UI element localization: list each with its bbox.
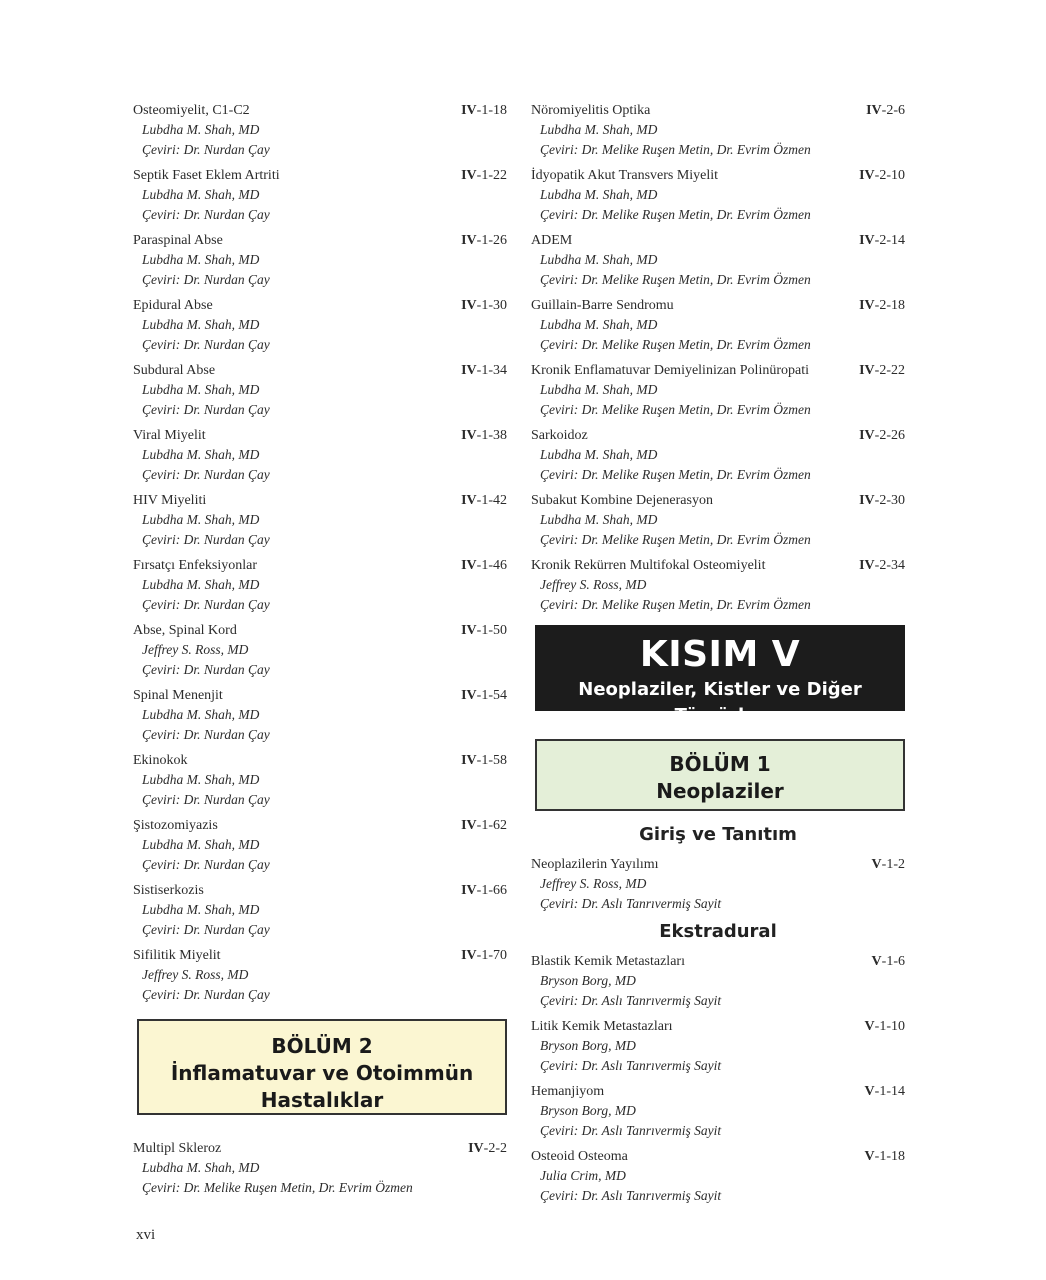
toc-entry[interactable] [133,816,507,875]
entry-page-number [461,231,507,250]
entry-title-row [531,361,905,380]
toc-entry[interactable] [531,426,905,485]
entry-title-row [531,556,905,575]
entry-translator: Çeviri: Dr. Melike Ruşen Metin, Dr. Evrim Özmen [540,402,811,417]
toc-entry[interactable] [531,952,905,1011]
entry-author: Lubdha M. Shah, MD [142,902,260,917]
section-box-line1: BÖLÜM 1 [669,752,771,776]
subsection-1-entries [531,855,905,914]
entry-title: Fırsatçı Enfeksiyonlar [133,558,258,573]
entry-page-number [859,361,905,380]
entry-translator: Çeviri: Dr. Nurdan Çay [142,727,270,742]
entry-author: Lubdha M. Shah, MD [540,122,658,137]
toc-entry[interactable] [133,166,507,225]
entry-title: ADEM [531,233,573,248]
entry-author: Lubdha M. Shah, MD [142,447,260,462]
entry-page-suffix: -1-2 [881,857,905,872]
entry-page-prefix: IV [461,168,477,183]
entry-page-number [461,361,507,380]
entry-author: Lubdha M. Shah, MD [142,577,260,592]
entry-author: Lubdha M. Shah, MD [142,382,260,397]
toc-entry[interactable] [133,686,507,745]
entry-page-prefix: V [864,1019,875,1034]
entry-page-suffix: -1-46 [476,558,507,573]
entry-page-prefix: IV [866,103,882,118]
entry-translator: Çeviri: Dr. Nurdan Çay [142,207,270,222]
toc-entry[interactable] [133,101,507,160]
entry-page-prefix: V [864,1084,875,1099]
section-box-line2: İnflamatuvar ve Otoimmün [170,1061,474,1085]
entry-translator: Çeviri: Dr. Nurdan Çay [142,532,270,547]
page-number: xvi [136,1227,156,1243]
entry-page-prefix: IV [461,688,477,703]
entry-page-number [461,166,507,185]
entry-page-number [866,101,905,120]
entry-page-prefix: IV [859,493,875,508]
entry-page-suffix: -1-70 [476,948,507,963]
entry-title-row [133,816,507,835]
entry-page-number [872,855,905,874]
entry-translator: Çeviri: Dr. Aslı Tanrıvermiş Sayit [540,1058,722,1073]
entry-translator: Çeviri: Dr. Aslı Tanrıvermiş Sayit [540,896,722,911]
entry-page-number [859,296,905,315]
entry-author: Lubdha M. Shah, MD [142,317,260,332]
entry-page-prefix: IV [461,493,477,508]
entry-title-row [531,952,905,971]
entry-title-row [133,361,507,380]
entry-page-number [461,946,507,965]
entry-page-prefix: IV [468,1141,484,1156]
right-entries [531,101,905,615]
entry-title: Sarkoidoz [531,428,588,443]
entry-page-prefix: V [871,857,882,872]
entry-author: Jeffrey S. Ross, MD [142,642,249,657]
entry-author: Jeffrey S. Ross, MD [540,577,647,592]
entry-title: HIV Miyeliti [133,493,207,508]
left-column [133,101,507,1204]
entry-translator: Çeviri: Dr. Nurdan Çay [142,857,270,872]
entry-translator: Çeviri: Dr. Nurdan Çay [142,792,270,807]
subsection-heading-giris: Giriş ve Tanıtım [639,824,797,845]
subsection-2-entries [531,952,905,1206]
entry-title-row [531,855,905,874]
entry-title-row [133,231,507,250]
toc-entry[interactable] [133,556,507,615]
entry-author: Lubdha M. Shah, MD [540,447,658,462]
entry-title: Epidural Abse [133,298,213,313]
entry-page-number [865,1017,905,1036]
entry-page-suffix: -2-30 [874,493,905,508]
entry-page-prefix: V [864,1149,875,1164]
entry-translator: Çeviri: Dr. Aslı Tanrıvermiş Sayit [540,1188,722,1203]
entry-title: Guillain-Barre Sendromu [531,298,674,313]
entry-translator: Çeviri: Dr. Melike Ruşen Metin, Dr. Evrim Özmen [540,337,811,352]
entry-page-number [859,166,905,185]
toc-entry[interactable] [531,166,905,225]
entry-page-suffix: -2-6 [881,103,905,118]
entry-page-number [461,621,507,640]
toc-entry[interactable] [531,1017,905,1076]
entry-title: Viral Miyelit [133,428,206,443]
entry-author: Lubdha M. Shah, MD [142,512,260,527]
toc-entry[interactable] [531,556,905,615]
entry-page-prefix: IV [859,298,875,313]
entry-page-number [859,491,905,510]
entry-page-prefix: IV [461,363,477,378]
entry-title: Osteoid Osteoma [531,1149,628,1164]
entry-translator: Çeviri: Dr. Nurdan Çay [142,337,270,352]
toc-entry[interactable] [531,1147,905,1206]
entry-page-prefix: IV [461,948,477,963]
entry-page-number [461,556,507,575]
entry-title-row [133,946,507,965]
toc-entry[interactable] [133,1139,507,1198]
entry-page-number [461,426,507,445]
entry-author: Lubdha M. Shah, MD [142,837,260,852]
entry-page-number [865,1147,905,1166]
entry-page-suffix: -2-22 [874,363,905,378]
entry-page-suffix: -1-42 [476,493,507,508]
entry-page-suffix: -2-34 [874,558,905,573]
entry-author: Lubdha M. Shah, MD [540,252,658,267]
entry-page-suffix: -2-26 [874,428,905,443]
entry-author: Lubdha M. Shah, MD [142,707,260,722]
entry-title: Multipl Skleroz [133,1141,222,1156]
entry-title: Sistiserkozis [133,883,204,898]
entry-translator: Çeviri: Dr. Melike Ruşen Metin, Dr. Evrim Özmen [540,142,811,157]
entry-page-number [468,1139,507,1158]
entry-title: Neoplazilerin Yayılımı [531,857,659,872]
entry-page-suffix: -1-58 [476,753,507,768]
entry-title: Abse, Spinal Kord [133,623,237,638]
entry-title-row [133,881,507,900]
entry-translator: Çeviri: Dr. Melike Ruşen Metin, Dr. Evrim Özmen [540,597,811,612]
entry-page-prefix: IV [461,753,477,768]
entry-author: Bryson Borg, MD [540,973,636,988]
entry-title-row [531,231,905,250]
entry-page-prefix: IV [461,818,477,833]
entry-page-prefix: IV [461,103,477,118]
entry-translator: Çeviri: Dr. Melike Ruşen Metin, Dr. Evrim Özmen [142,1180,413,1195]
entry-page-number [461,751,507,770]
entry-author: Lubdha M. Shah, MD [540,382,658,397]
entry-page-prefix: IV [461,428,477,443]
entry-page-prefix: IV [859,558,875,573]
entry-page-suffix: -1-54 [476,688,507,703]
entry-page-prefix: IV [859,233,875,248]
section-box-bolum-2 [137,1019,507,1115]
entry-translator: Çeviri: Dr. Nurdan Çay [142,662,270,677]
toc-entry[interactable] [531,231,905,290]
entry-translator: Çeviri: Dr. Melike Ruşen Metin, Dr. Evrim Özmen [540,467,811,482]
entry-translator: Çeviri: Dr. Nurdan Çay [142,987,270,1002]
section-box-bolum-1 [535,739,905,811]
entry-page-suffix: -1-10 [874,1019,905,1034]
entry-page-suffix: -1-6 [881,954,905,969]
entry-title: Paraspinal Abse [133,233,223,248]
toc-entry[interactable] [133,881,507,940]
toc-entry[interactable] [531,101,905,160]
entry-title-row [531,296,905,315]
toc-entry[interactable] [133,231,507,290]
entry-author: Bryson Borg, MD [540,1103,636,1118]
entry-translator: Çeviri: Dr. Aslı Tanrıvermiş Sayit [540,1123,722,1138]
entry-page-suffix: -1-18 [874,1149,905,1164]
toc-entry[interactable] [133,361,507,420]
entry-page-number [461,101,507,120]
entry-title: Sifilitik Miyelit [133,948,221,963]
entry-title: Kronik Rekürren Multifokal Osteomiyelit [531,558,766,573]
entry-translator: Çeviri: Dr. Aslı Tanrıvermiş Sayit [540,993,722,1008]
entry-page-number [461,881,507,900]
entry-page-suffix: -1-18 [476,103,507,118]
entry-title-row [133,426,507,445]
entry-translator: Çeviri: Dr. Melike Ruşen Metin, Dr. Evrim Özmen [540,272,811,287]
entry-author: Lubdha M. Shah, MD [142,1160,260,1175]
entry-title-row [133,491,507,510]
toc-entry[interactable] [133,621,507,680]
entry-title-row [133,621,507,640]
entry-title-row [133,166,507,185]
entry-page-suffix: -1-30 [476,298,507,313]
entry-author: Lubdha M. Shah, MD [540,187,658,202]
toc-entry[interactable] [531,491,905,550]
entry-title: Spinal Menenjit [133,688,223,703]
entry-page-number [461,296,507,315]
entry-page-suffix: -1-62 [476,818,507,833]
entry-translator: Çeviri: Dr. Nurdan Çay [142,142,270,157]
toc-entry[interactable] [133,491,507,550]
entry-title: Litik Kemik Metastazları [531,1019,673,1034]
entry-title-row [133,101,507,120]
entry-page-prefix: IV [859,363,875,378]
section-box-line1: BÖLÜM 2 [271,1034,373,1058]
entry-page-suffix: -1-50 [476,623,507,638]
entry-page-number [461,491,507,510]
part-title: KISIM V [639,634,801,675]
right-column [531,101,905,1212]
entry-title-row [531,1017,905,1036]
entry-page-number [461,686,507,705]
entry-author: Lubdha M. Shah, MD [142,252,260,267]
entry-title: Osteomiyelit, C1-C2 [133,103,250,118]
entry-author: Bryson Borg, MD [540,1038,636,1053]
entry-title: Nöromiyelitis Optika [531,103,651,118]
toc-entry[interactable] [531,361,905,420]
entry-author: Lubdha M. Shah, MD [540,512,658,527]
entry-page-number [865,1082,905,1101]
entry-translator: Çeviri: Dr. Nurdan Çay [142,402,270,417]
toc-entry[interactable] [133,426,507,485]
part-box-kisim-v [535,625,905,726]
entry-title-row [133,1139,507,1158]
entry-page-suffix: -1-14 [874,1084,905,1099]
entry-title-row [531,1082,905,1101]
entry-author: Lubdha M. Shah, MD [142,187,260,202]
entry-page-number [859,426,905,445]
entry-title-row [133,296,507,315]
subsection-heading-ekstradural: Ekstradural [659,921,777,942]
entry-title: Kronik Enflamatuvar Demiyelinizan Polinüropati [531,363,809,378]
entry-page-suffix: -2-2 [483,1141,507,1156]
toc-entry[interactable] [133,946,507,1005]
entry-page-suffix: -2-18 [874,298,905,313]
entry-page-suffix: -1-26 [476,233,507,248]
entry-page-suffix: -2-14 [874,233,905,248]
left-entries [133,101,507,1005]
toc-entry[interactable] [133,751,507,810]
entry-title-row [531,491,905,510]
entry-title: Subakut Kombine Dejenerasyon [531,493,713,508]
toc-entry[interactable] [531,1082,905,1141]
toc-entry[interactable] [133,296,507,355]
entry-translator: Çeviri: Dr. Nurdan Çay [142,272,270,287]
entry-page-number [461,816,507,835]
toc-entry[interactable] [531,296,905,355]
entry-title-row [531,1147,905,1166]
section-box-line3: Hastalıklar [260,1088,384,1112]
entry-page-suffix: -1-22 [476,168,507,183]
entry-author: Jeffrey S. Ross, MD [142,967,249,982]
entry-title-row [531,101,905,120]
left-after-entries [133,1139,507,1198]
entry-title: Septik Faset Eklem Artriti [133,168,280,183]
section-box-line2: Neoplaziler [656,779,784,803]
entry-page-prefix: IV [859,168,875,183]
entry-translator: Çeviri: Dr. Nurdan Çay [142,597,270,612]
part-subtitle: Neoplaziler, Kistler ve Diğer Tümörler [578,679,862,726]
entry-page-number [859,231,905,250]
entry-title: Hemanjiyom [531,1084,605,1099]
entry-title: Blastik Kemik Metastazları [531,954,685,969]
entry-page-number [859,556,905,575]
entry-translator: Çeviri: Dr. Nurdan Çay [142,467,270,482]
entry-translator: Çeviri: Dr. Melike Ruşen Metin, Dr. Evrim Özmen [540,532,811,547]
entry-page-prefix: IV [859,428,875,443]
entry-page-suffix: -2-10 [874,168,905,183]
entry-author: Lubdha M. Shah, MD [142,122,260,137]
entry-page-number [872,952,905,971]
entry-page-prefix: V [871,954,882,969]
entry-page-suffix: -1-34 [476,363,507,378]
entry-author: Julia Crim, MD [540,1168,626,1183]
entry-page-suffix: -1-38 [476,428,507,443]
entry-title: Subdural Abse [133,363,216,378]
toc-entry[interactable] [531,855,905,914]
entry-author: Lubdha M. Shah, MD [142,772,260,787]
entry-translator: Çeviri: Dr. Melike Ruşen Metin, Dr. Evrim Özmen [540,207,811,222]
entry-translator: Çeviri: Dr. Nurdan Çay [142,922,270,937]
entry-page-prefix: IV [461,298,477,313]
entry-title: Şistozomiyazis [133,818,218,833]
entry-page-prefix: IV [461,558,477,573]
entry-page-suffix: -1-66 [476,883,507,898]
entry-author: Lubdha M. Shah, MD [540,317,658,332]
entry-title-row [531,426,905,445]
entry-title: Ekinokok [133,753,188,768]
entry-page-prefix: IV [461,883,477,898]
entry-page-prefix: IV [461,233,477,248]
entry-title-row [133,686,507,705]
entry-title-row [133,751,507,770]
entry-title: İdyopatik Akut Transvers Miyelit [531,168,719,183]
entry-author: Jeffrey S. Ross, MD [540,876,647,891]
entry-title-row [531,166,905,185]
entry-title-row [133,556,507,575]
entry-page-prefix: IV [461,623,477,638]
